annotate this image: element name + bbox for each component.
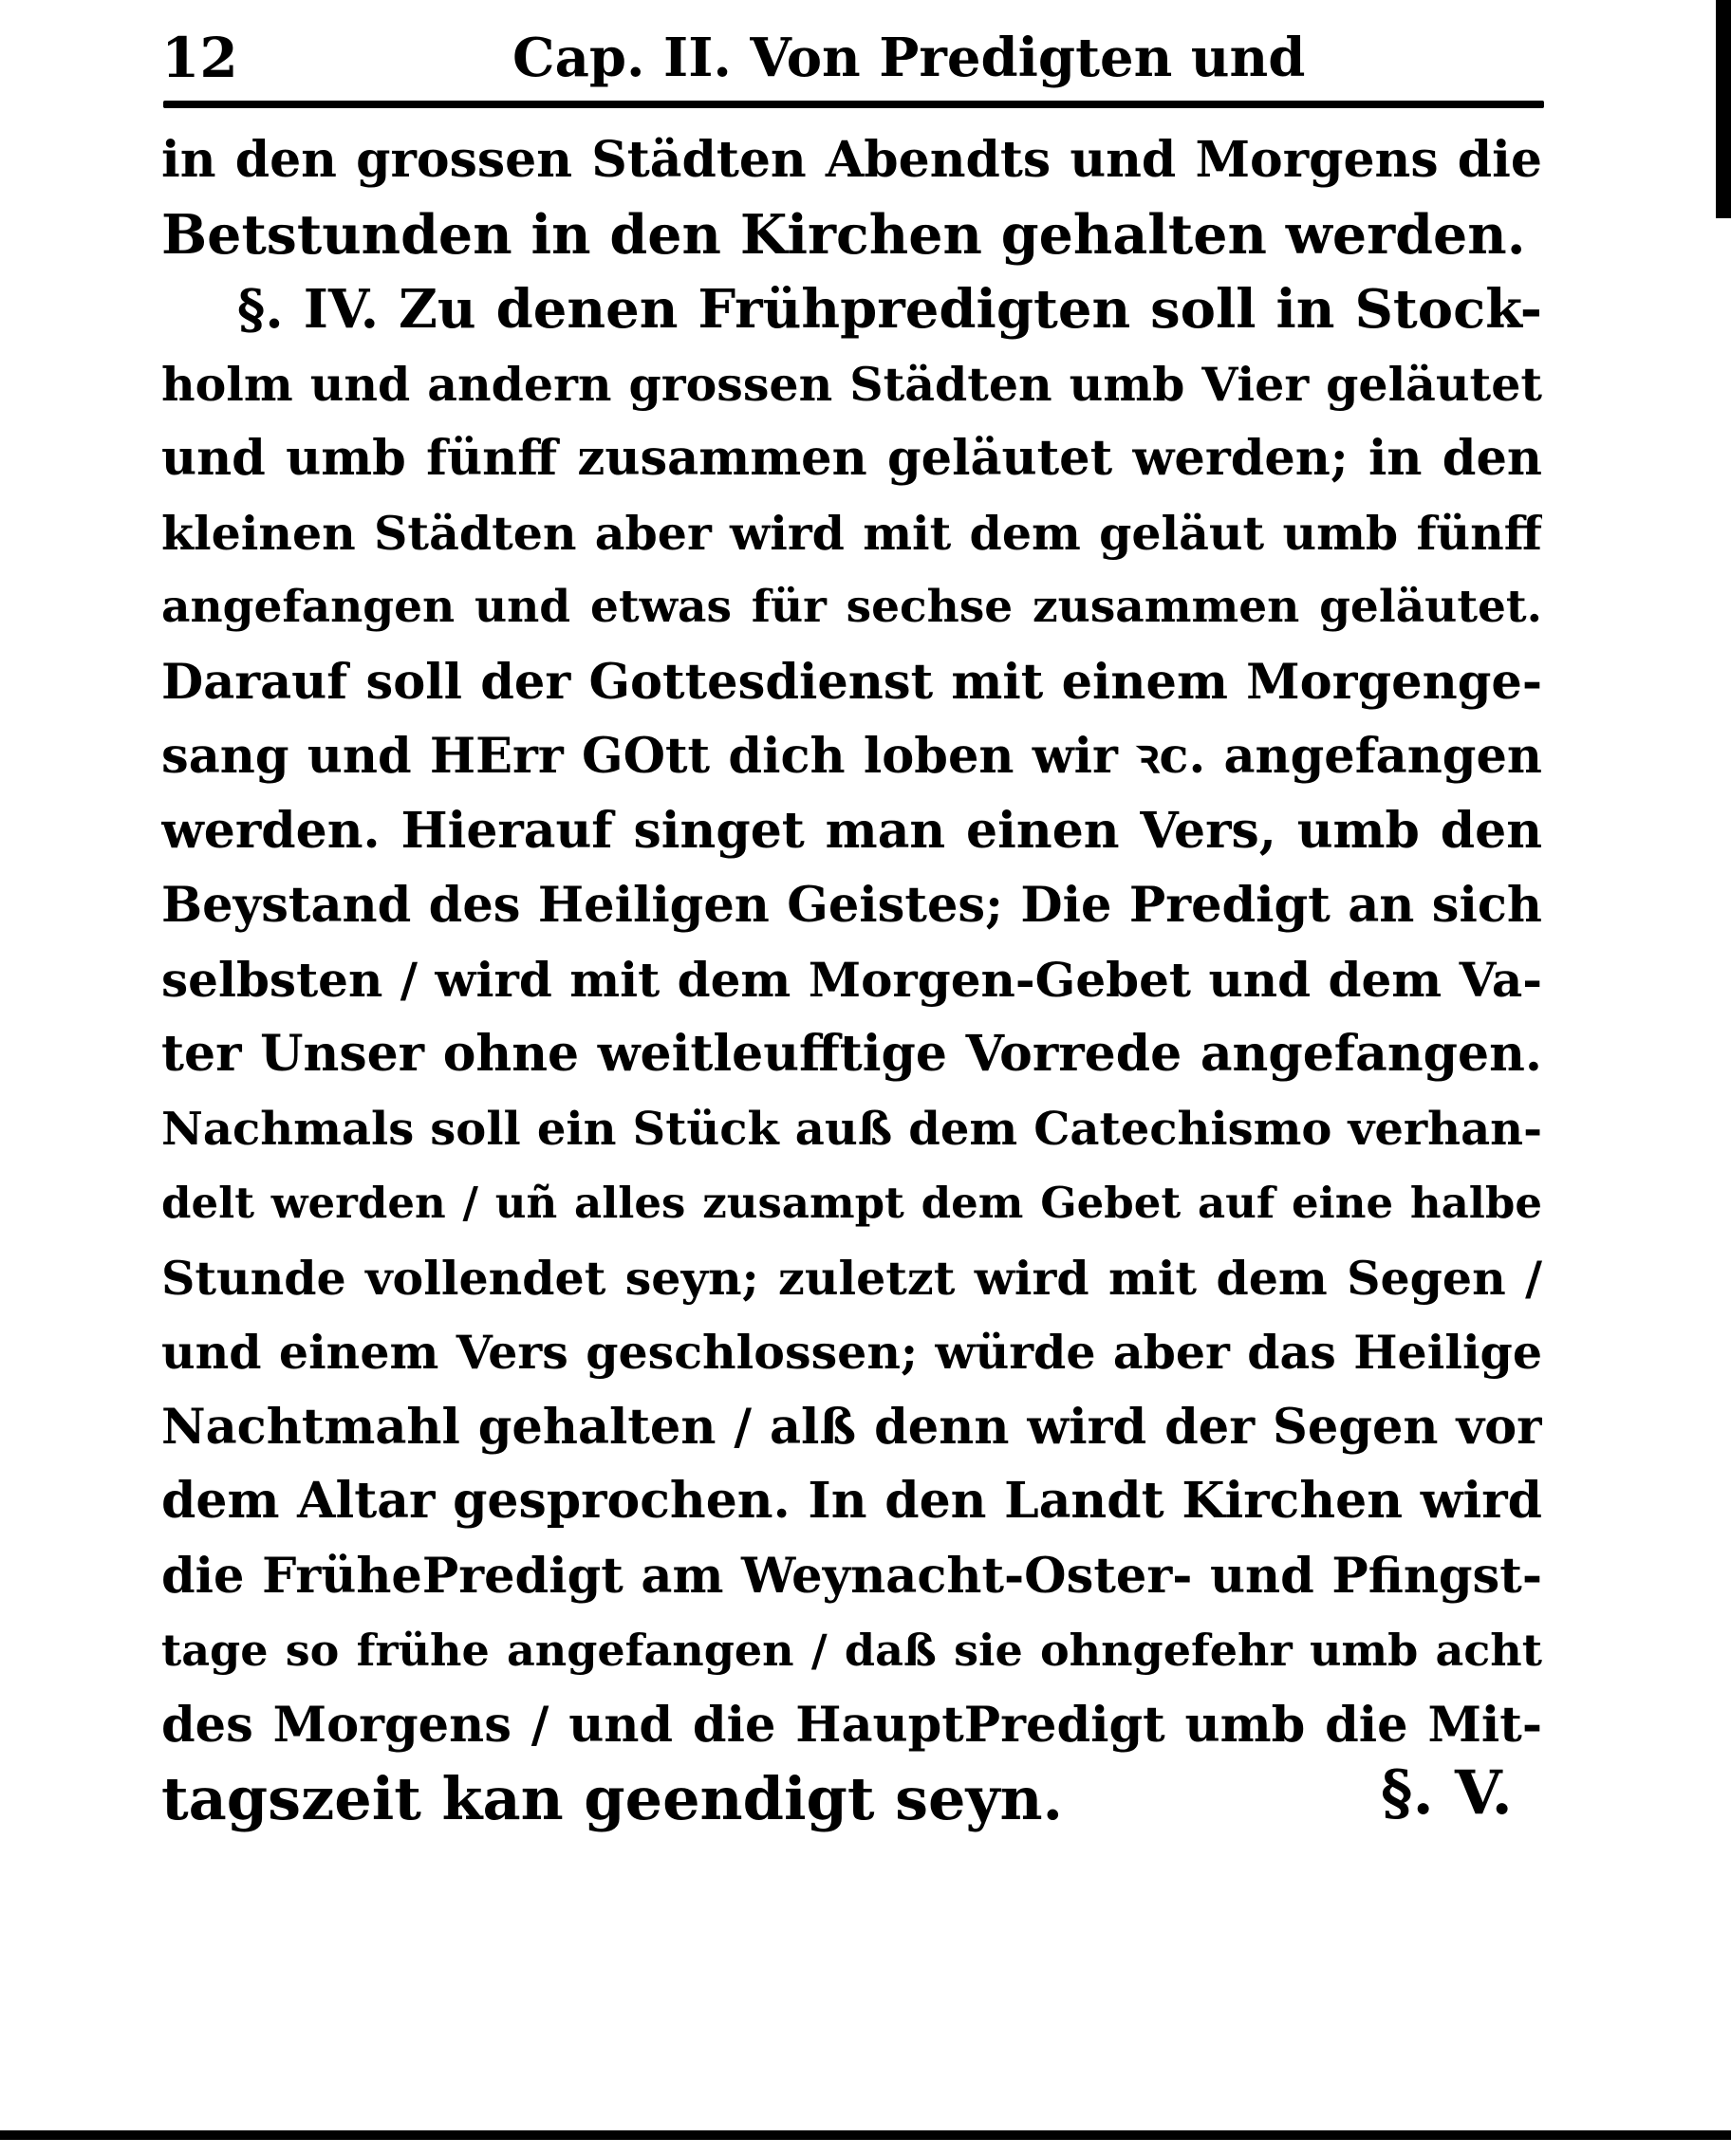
text-line: tagszeit kan geendigt seyn.	[161, 1764, 1064, 1833]
page-number: 12	[161, 26, 238, 90]
text-line: Darauf soll der Gottesdienst mit einem Morgenge-	[161, 653, 1542, 711]
text-line: und umb fünff zusammen geläutet werden; in den	[161, 430, 1542, 487]
section-heading-line: §. IV. Zu denen Frühpredigten soll in Stock-	[237, 278, 1542, 341]
text-line: und einem Vers geschlossen; würde aber das Heilige	[161, 1325, 1542, 1380]
text-line: sang und HErr GOtt dich loben wir ꝛc. angefangen	[161, 728, 1542, 785]
text-line: Beystand des Heiligen Geistes; Die Predigt an sich	[161, 877, 1542, 934]
scan-edge-right	[1716, 0, 1731, 218]
body-text	[161, 123, 1542, 1837]
text-line: delt werden / uñ alles zusampt dem Gebet auf eine halbe	[161, 1178, 1542, 1228]
text-line: kleinen Städten aber wird mit dem geläut umb fünff	[161, 505, 1542, 561]
scan-edge-bottom	[0, 2130, 1731, 2140]
catchword: §. V.	[1381, 1757, 1513, 1829]
header-rule	[163, 101, 1544, 108]
text-line: holm und andern grossen Städten umb Vier geläutet	[161, 356, 1542, 412]
text-line: selbsten / wird mit dem Morgen-Gebet und dem Va-	[161, 951, 1542, 1008]
text-line: werden. Hierauf singet man einen Vers, umb den	[161, 801, 1542, 860]
text-line: Betstunden in den Kirchen gehalten werden.	[161, 202, 1526, 267]
text-line: Nachtmahl gehalten / alß denn wird der Segen vor	[161, 1398, 1542, 1456]
text-line: in den grossen Städten Abendts und Morgens die	[161, 131, 1542, 189]
text-line: des Morgens / und die HauptPredigt umb die Mit-	[161, 1696, 1542, 1754]
text-line: dem Altar gesprochen. In den Landt Kirchen wird	[161, 1472, 1542, 1530]
text-line: ter Unser ohne weitleufftige Vorrede angefangen.	[161, 1025, 1542, 1083]
text-line: Nachmals soll ein Stück auß dem Catechismo verhan-	[161, 1102, 1542, 1156]
text-line: die FrühePredigt am Weynacht-Oster- und Pfingst-	[161, 1547, 1542, 1605]
chapter-title: Cap. II. Von Predigten und	[512, 27, 1306, 89]
text-line: Stunde vollendet seyn; zuletzt wird mit dem Segen /	[161, 1250, 1542, 1306]
text-line: tage so frühe angefangen / daß sie ohngefehr umb acht	[161, 1625, 1542, 1676]
text-line: angefangen und etwas für sechse zusammen geläutet.	[161, 581, 1542, 633]
running-head	[161, 25, 1547, 91]
